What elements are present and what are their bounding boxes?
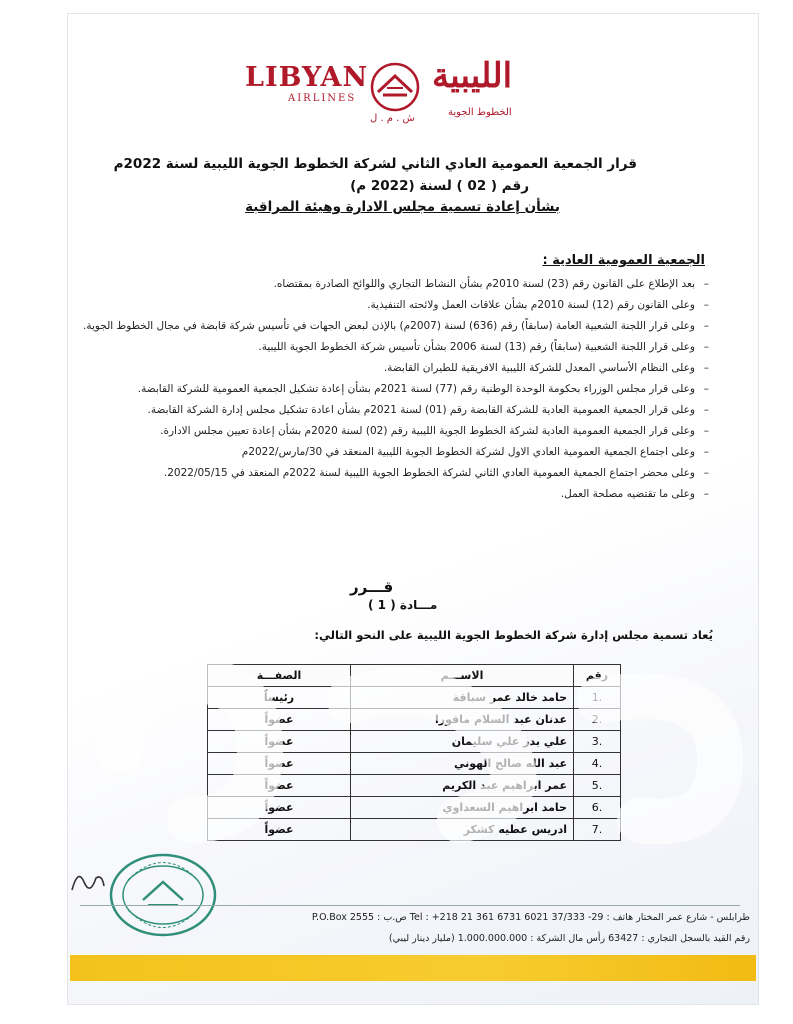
member-role: عضواً [208,753,351,775]
table-row [208,731,621,753]
member-name: عمر ابراهيم عبد الكريم [351,775,574,797]
board-members-table [207,664,621,841]
article-heading: مـــادة ( 1 ) [368,598,438,612]
preamble-clause: – وعلى اجتماع الجمعية العمومية العادي الاول لشركة الخطوط الجوية الليبية المنعقد في 30/مارس/2022م [79,442,709,463]
preamble-list [79,274,709,505]
preamble-clause: – وعلى قرار مجلس الوزراء بحكومة الوحدة الوطنية رقم (77) لسنة 2021م بشأن إعادة تشكيل الجمعية العمومية للشركة القابضة. [79,379,709,400]
article-intro: يُعاد تسمية مجلس إدارة شركة الخطوط الجوية الليبية على النحو التالي: [314,628,713,642]
column-header-role: الصفـــة [208,665,351,687]
member-number: 6. [574,797,621,819]
brand-name-en: LIBYAN [245,62,369,93]
official-stamp-icon [108,850,218,940]
brand-legal-form: ش . م . ل [370,113,415,124]
preamble-clause: – بعد الإطلاع على القانون رقم (23) لسنة 2010م بشأن النشاط التجاري واللوائح الصادرة بمقتضاه. [79,274,709,295]
preamble-clause: – وعلى النظام الأساسي المعدل للشركة الليبية الافريقية للطيران القابضة. [79,358,709,379]
column-header-name: الاســـم [351,665,574,687]
member-number: 1. [574,687,621,709]
preamble-clause: – وعلى قرار الجمعية العمومية العادية لشركة الخطوط الجوية الليبية رقم (02) لسنة 2020م بشأن إعادة تعيين مجلس الادارة. [79,421,709,442]
table-row [208,775,621,797]
member-role: عضواً [208,709,351,731]
member-name: حامد ابراهيم السعداوي [351,797,574,819]
preamble-clause: – وعلى القانون رقم (12) لسنة 2010م بشأن علاقات العمل ولائحته التنفيذية. [79,295,709,316]
table-row [208,797,621,819]
signature-icon [68,860,108,900]
section-heading: الجمعية العمومية العادية : [542,253,705,268]
brand-name-ar: الليبية [432,56,513,96]
member-number: 7. [574,819,621,841]
table-row [208,819,621,841]
member-name: ادريس عطيه كشكر [351,819,574,841]
member-number: 3. [574,731,621,753]
decision-number: رقم ( 02 ) لسنة (2022 م) [350,178,529,194]
member-number: 4. [574,753,621,775]
member-role: عضواً [208,731,351,753]
footer-color-bar [70,955,756,981]
footer-address: طرابلس - شارع عمر المختار هاتف : 29- 37/333 6021 Tel : +218 21 361 6731 ص.ب : 2555 P.O.Box [311,912,750,923]
table-row [208,709,621,731]
decision-heading: قـــرر [350,578,394,596]
member-name: عبد الله صالح الهوني [351,753,574,775]
member-name: علي بدر علي سليمان [351,731,574,753]
brand-name-en-sub: AIRLINES [288,93,357,104]
member-role: عضواً [208,797,351,819]
table-row [208,753,621,775]
table-header-row [208,665,621,687]
preamble-clause: – وعلى محضر اجتماع الجمعية العمومية العادي الثاني لشركة الخطوط الجوية الليبية لسنة 2022م المنعقد في 2022/05/15. [79,463,709,484]
decision-subject: بشأن إعادة تسمية مجلس الادارة وهيئة المراقبة [245,199,560,215]
table-row [208,687,621,709]
preamble-clause: – وعلى قرار اللجنة الشعبية العامة (سابقاً) رقم (636) لسنة (2007م) بالإذن لبعض الجهات في تأسيس شركة قابضة في مجال الخطوط الجوية. [79,316,709,337]
preamble-clause: – وعلى قرار الجمعية العمومية العادية للشركة القابضة رقم (01) لسنة 2021م بشأن اعادة تشكيل مجلس إدارة الشركة القابضة. [79,400,709,421]
member-role: عضواً [208,819,351,841]
member-role: رئيساً [208,687,351,709]
member-number: 5. [574,775,621,797]
preamble-clause: – وعلى قرار اللجنة الشعبية (سابقاً) رقم (13) لسنة 2006 بشأن تأسيس شركة الخطوط الجوية الليبية. [79,337,709,358]
airline-logo-icon [370,62,420,112]
member-name: حامد خالد عمر سباقة [351,687,574,709]
member-number: 2. [574,709,621,731]
preamble-clause: – وعلى ما تقتضيه مصلحة العمل. [79,484,709,505]
footer-divider [80,905,740,906]
member-name: عدنان عبد السلام ماقورا [351,709,574,731]
column-header-number: رقم [574,665,621,687]
brand-name-ar-sub: الخطوط الجوية [448,107,512,118]
member-role: عضواً [208,775,351,797]
decision-title: قرار الجمعية العمومية العادي الثاني لشركة الخطوط الجوية الليبية لسنة 2022م [113,156,637,172]
footer-registration: رقم القيد بالسجل التجاري : 63427 رأس مال الشركة : 1.000.000.000 (مليار دينار ليبي) [388,933,750,944]
